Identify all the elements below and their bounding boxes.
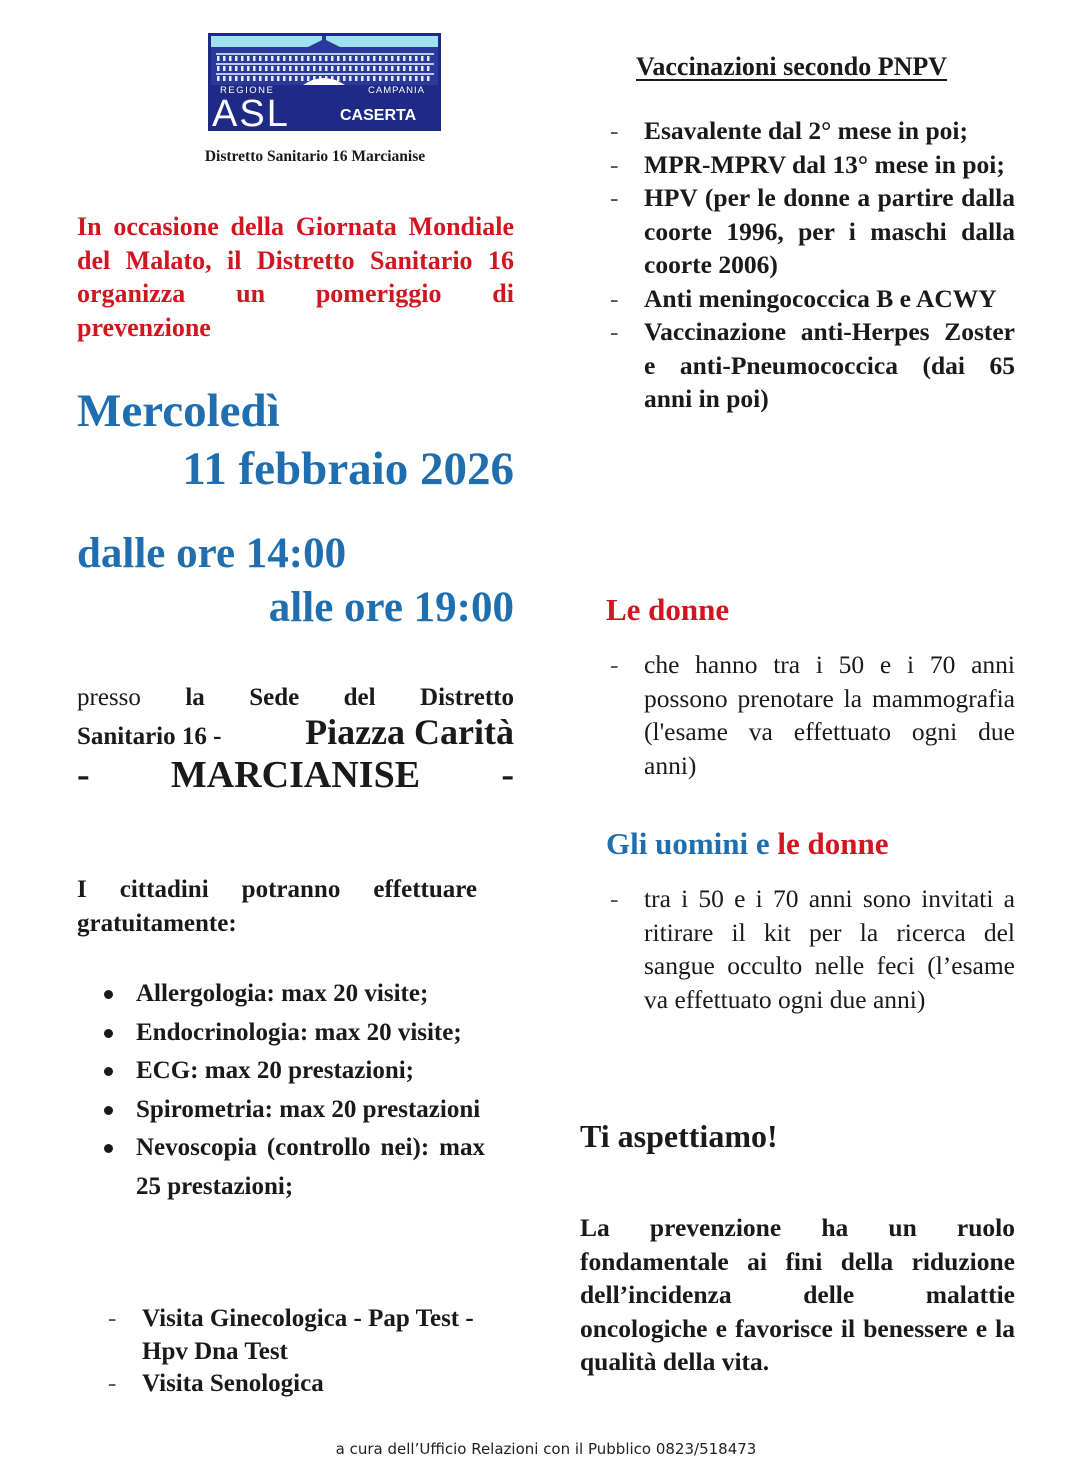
window-mark — [373, 66, 376, 71]
event-end-time: alle ore 19:00 — [268, 584, 514, 631]
window-mark — [385, 76, 388, 81]
window-mark — [415, 56, 418, 61]
window-mark — [427, 66, 430, 71]
district-caption: Distretto Sanitario 16 Marcianise — [204, 148, 426, 165]
intro-text: In occasione della Giornata Mondiale del Malato, il Distretto Sanitario 16 organizza un pomeriggio di prevenzione — [77, 212, 514, 342]
vaccinations-list — [610, 114, 1015, 416]
window-mark — [259, 56, 262, 61]
vaccination-item — [610, 181, 1015, 282]
men-women-list — [610, 882, 1015, 1016]
dash-icon: - — [610, 149, 619, 179]
window-mark — [223, 66, 226, 71]
window-mark — [385, 56, 388, 61]
window-mark — [217, 66, 220, 71]
men-women-text: tra i 50 e i 70 anni sono invitati a ritirare il kit per la ricerca del sangue occulto nelle feci (l’esame va effettuato ogni due anni) — [644, 884, 1015, 1014]
window-mark — [247, 56, 250, 61]
logo-acronym: ASL — [212, 93, 290, 131]
window-mark — [307, 76, 310, 81]
window-mark — [229, 56, 232, 61]
welcome-heading: Ti aspettiamo! — [580, 1118, 778, 1154]
window-mark — [319, 56, 322, 61]
venue-district: Sanitario 16 - — [77, 723, 222, 750]
vaccination-text: Anti meningococcica B e ACWY — [644, 283, 997, 313]
window-mark — [307, 66, 310, 71]
window-mark — [235, 56, 238, 61]
venue-word: la — [185, 684, 205, 711]
window-mark — [373, 76, 376, 81]
window-mark — [265, 66, 268, 71]
window-mark — [229, 76, 232, 81]
window-mark — [421, 76, 424, 81]
window-mark — [271, 76, 274, 81]
women-item — [610, 648, 1015, 782]
service-item — [100, 1129, 485, 1206]
window-mark — [295, 76, 298, 81]
bullet-icon — [104, 1029, 113, 1038]
venue-line-3 — [77, 754, 514, 796]
window-mark — [247, 66, 250, 71]
venue-place: Piazza Carità — [305, 712, 514, 752]
window-mark — [259, 76, 262, 81]
window-mark — [361, 76, 364, 81]
window-mark — [427, 56, 430, 61]
window-mark — [349, 56, 352, 61]
logo-region-left: REGIONE — [220, 85, 275, 96]
dash-icon: - — [610, 116, 619, 145]
window-mark — [271, 66, 274, 71]
window-mark — [301, 76, 304, 81]
vaccination-item — [610, 282, 1015, 316]
window-mark — [421, 66, 424, 71]
window-mark — [223, 56, 226, 61]
window-mark — [325, 66, 328, 71]
window-mark — [397, 76, 400, 81]
closing-text: La prevenzione ha un ruolo fondamentale ai fini della riduzione dell’incidenza delle malattie oncologiche e favorisce il benessere e la qualità della vita. — [580, 1213, 1015, 1376]
women-title-part: le donne — [777, 826, 889, 861]
window-mark — [241, 66, 244, 71]
vaccination-text: Vaccinazione anti-Herpes Zoster e anti-Pneumococcica (dai 65 anni in poi) — [644, 317, 1015, 413]
window-mark — [283, 76, 286, 81]
window-mark — [367, 76, 370, 81]
services-list — [100, 975, 485, 1206]
venue-word: Sede — [249, 684, 300, 711]
window-mark — [295, 56, 298, 61]
window-mark — [343, 66, 346, 71]
men-women-title — [606, 826, 889, 862]
window-mark — [409, 76, 412, 81]
window-mark — [421, 56, 424, 61]
visit-item — [108, 1368, 508, 1401]
window-mark — [301, 56, 304, 61]
men-women-item — [610, 882, 1015, 1016]
footer: a cura dell’Ufficio Relazioni con il Pubblico 0823/518473 — [335, 1440, 757, 1458]
window-mark — [283, 66, 286, 71]
window-mark — [379, 66, 382, 71]
service-text: ECG: max 20 prestazioni; — [136, 1057, 414, 1084]
dash-icon: - — [610, 650, 619, 679]
window-mark — [307, 56, 310, 61]
venue-city: MARCIANISE — [170, 754, 421, 796]
vaccination-text: Esavalente dal 2° mese in poi; — [644, 116, 968, 145]
venue-dash-right: - — [501, 754, 514, 796]
service-text: Nevoscopia (controllo nei): max 25 prestazioni; — [136, 1134, 485, 1200]
window-mark — [217, 56, 220, 61]
window-mark — [403, 76, 406, 81]
vaccination-item — [610, 114, 1015, 148]
event-day: Mercoledì — [77, 385, 280, 437]
vaccination-text: MPR-MPRV dal 13° mese in poi; — [644, 149, 1005, 179]
window-mark — [343, 56, 346, 61]
window-mark — [265, 56, 268, 61]
window-mark — [361, 56, 364, 61]
window-mark — [385, 66, 388, 71]
dash-icon: - — [610, 884, 619, 913]
window-mark — [283, 56, 286, 61]
window-mark — [289, 56, 292, 61]
service-item — [100, 1014, 485, 1053]
dash-icon: - — [610, 317, 619, 346]
window-mark — [259, 66, 262, 71]
venue-line-1 — [77, 681, 514, 715]
window-mark — [331, 56, 334, 61]
window-mark — [295, 66, 298, 71]
bullet-icon — [104, 1106, 113, 1115]
window-mark — [241, 76, 244, 81]
window-mark — [265, 76, 268, 81]
asl-caserta-logo — [208, 33, 441, 131]
window-mark — [409, 56, 412, 61]
window-mark — [349, 76, 352, 81]
window-mark — [349, 66, 352, 71]
window-mark — [277, 66, 280, 71]
vaccination-item — [610, 315, 1015, 416]
venue-dash-left: - — [77, 754, 90, 796]
window-mark — [427, 76, 430, 81]
service-item — [100, 975, 485, 1014]
window-mark — [403, 66, 406, 71]
event-start-time: dalle ore 14:00 — [77, 530, 347, 577]
event-date: 11 febbraio 2026 — [182, 443, 514, 495]
window-mark — [235, 76, 238, 81]
window-mark — [289, 66, 292, 71]
dash-icon: - — [610, 283, 619, 313]
window-mark — [313, 56, 316, 61]
bullet-icon — [104, 1144, 113, 1153]
window-mark — [289, 76, 292, 81]
window-mark — [355, 66, 358, 71]
dash-icon: - — [108, 1370, 117, 1397]
dash-icon: - — [610, 183, 619, 212]
window-mark — [397, 66, 400, 71]
vaccination-text: HPV (per le donne a partire dalla coorte 1996, per i maschi dalla coorte 2006) — [644, 183, 1015, 279]
window-mark — [391, 76, 394, 81]
vaccinations-title: Vaccinazioni secondo PNPV — [636, 52, 948, 81]
window-mark — [337, 76, 340, 81]
venue — [77, 681, 514, 796]
service-text: Spirometria: max 20 prestazioni — [136, 1095, 481, 1123]
window-mark — [247, 76, 250, 81]
visit-item — [108, 1303, 508, 1368]
window-mark — [361, 66, 364, 71]
service-item — [100, 1052, 485, 1091]
window-mark — [391, 56, 394, 61]
window-mark — [217, 76, 220, 81]
venue-line-2 — [77, 712, 514, 754]
window-mark — [391, 66, 394, 71]
women-title: Le donne — [606, 592, 730, 627]
window-mark — [223, 76, 226, 81]
window-mark — [277, 56, 280, 61]
window-mark — [415, 76, 418, 81]
window-mark — [379, 56, 382, 61]
bullet-icon — [104, 990, 113, 999]
dash-icon: - — [108, 1305, 117, 1332]
visit-text: Visita Ginecologica - Pap Test - Hpv Dna Test — [142, 1305, 474, 1365]
vaccination-item — [610, 148, 1015, 182]
window-mark — [403, 56, 406, 61]
women-text: che hanno tra i 50 e i 70 anni possono prenotare la mammografia (l'esame va effettuato ogni due anni) — [644, 650, 1015, 780]
logo-region-right: CAMPANIA — [368, 85, 425, 96]
window-mark — [235, 66, 238, 71]
window-mark — [337, 66, 340, 71]
window-mark — [379, 76, 382, 81]
window-mark — [343, 76, 346, 81]
venue-word: Distretto — [420, 684, 514, 711]
window-mark — [313, 66, 316, 71]
window-mark — [253, 66, 256, 71]
citizens-intro: I cittadini potranno effettuare gratuitamente: — [77, 876, 477, 937]
women-list — [610, 648, 1015, 782]
window-mark — [409, 66, 412, 71]
window-mark — [397, 56, 400, 61]
window-mark — [241, 56, 244, 61]
men-title: Gli uomini e — [606, 826, 770, 861]
window-mark — [355, 76, 358, 81]
service-text: Endocrinologia: max 20 visite; — [136, 1018, 462, 1046]
visit-text: Visita Senologica — [142, 1370, 324, 1397]
window-mark — [319, 66, 322, 71]
visits-list — [108, 1303, 508, 1401]
window-mark — [229, 66, 232, 71]
venue-word: del — [343, 684, 376, 711]
window-mark — [253, 56, 256, 61]
window-mark — [373, 56, 376, 61]
service-text: Allergologia: max 20 visite; — [136, 980, 429, 1007]
window-mark — [271, 56, 274, 61]
window-mark — [355, 56, 358, 61]
window-mark — [301, 66, 304, 71]
bullet-icon — [104, 1067, 113, 1076]
logo-city: CASERTA — [340, 107, 417, 124]
window-mark — [331, 66, 334, 71]
window-mark — [367, 66, 370, 71]
window-mark — [253, 76, 256, 81]
window-mark — [415, 66, 418, 71]
window-mark — [277, 76, 280, 81]
window-mark — [325, 56, 328, 61]
window-mark — [367, 56, 370, 61]
window-mark — [337, 56, 340, 61]
venue-word: presso — [77, 684, 141, 711]
service-item — [100, 1091, 485, 1130]
